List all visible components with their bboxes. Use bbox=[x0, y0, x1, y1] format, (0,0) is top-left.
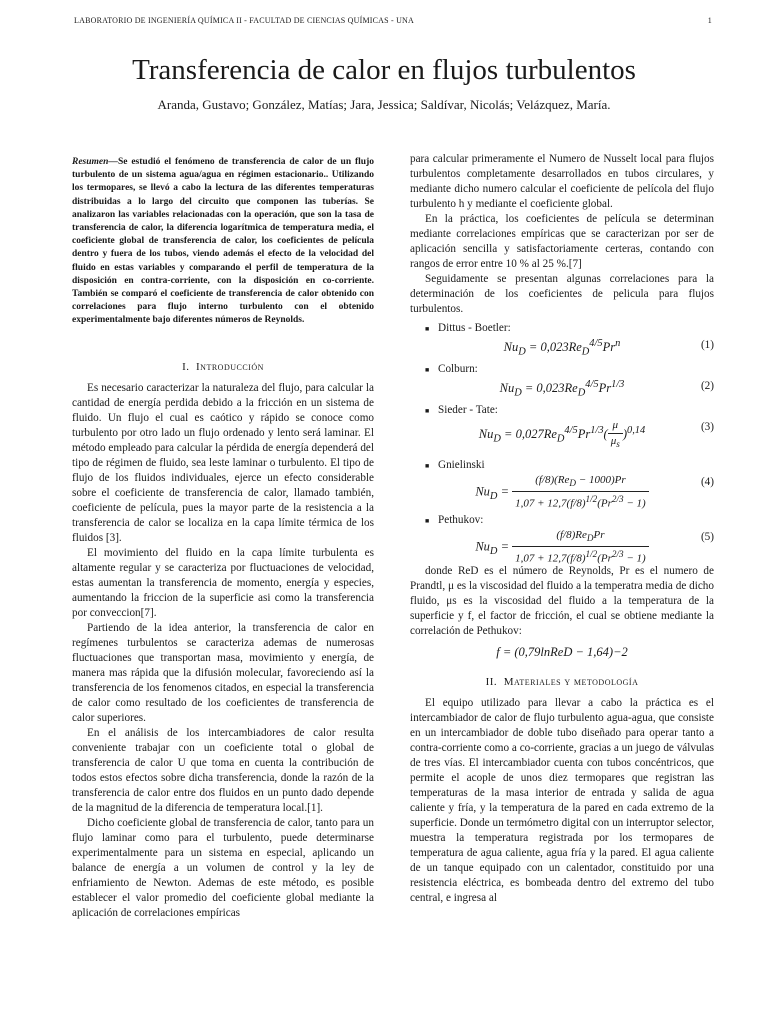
bullet-sieder-tate: ■ Sieder - Tate: bbox=[410, 403, 714, 418]
intro-paragraph-2: El movimiento del fluido en la capa límite turbulenta es altamente regular y se caracteriza por fluctuaciones de velocidad, estas aumentan la transferencia de momento, energía y especies, aumentando la friccion de la superficie asi como la transferencia por conveccion[7]. bbox=[72, 546, 374, 619]
intro-paragraph-4: En el análisis de los intercambiadores de calor resulta conveniente trabajar con un coeficiente total o global de transferencia de calor U que toma en cuenta la contribución de todos estos efectos sobre dicha transferencia, donde la razón de la transferencia de calor entre dos fluidos en un punto dado depende de la magnitud de la diferencia de temperatura local.[1]. bbox=[72, 726, 374, 814]
intro-paragraph-3: Partiendo de la idea anterior, la transferencia de calor en regímenes turbulentos se caracteriza ademas de numerosas fluctuaciones que transportan masa, movimiento y energía, de manera mas rápida que la difusión molecular, favoreciendo así la transferencia de los fenomenos citados, en especial la transferencia de calor como resultado de los coeficientes de transferencia de calor superiores. bbox=[72, 621, 374, 724]
running-head-text: LABORATORIO DE INGENIERÍA QUÍMICA II - FACULTAD DE CIENCIAS QUÍMICAS - UNA bbox=[74, 16, 415, 25]
abstract bbox=[72, 156, 374, 328]
right-column bbox=[410, 152, 714, 906]
section-heading-introduccion: I. Introducción bbox=[182, 360, 264, 373]
running-head bbox=[74, 16, 712, 25]
abstract-label: Resumen— bbox=[72, 157, 118, 167]
equation-number-2: (2) bbox=[700, 380, 714, 392]
equation-number-4: (4) bbox=[700, 476, 714, 488]
left-column bbox=[72, 152, 374, 921]
author-list: Aranda, Gustavo; González, Matías; Jara, Jessica; Saldívar, Nicolás; Velázquez, María. bbox=[157, 97, 611, 112]
equation-5: $Nu_D$ = $\frac{(f/8)Re_DPr}{1,07 + 12,7(f/8)^{1/2}(Pr^{2/3} - 1)}$ (5) bbox=[475, 529, 714, 565]
bullet-dittus-boetler: ■ Dittus - Boetler: bbox=[410, 321, 714, 336]
equation-number-5: (5) bbox=[700, 531, 714, 543]
equation-friction-factor: f = (0,79lnReD − 1,64)−2 bbox=[496, 645, 628, 659]
paragraph-continuation: para calcular primeramente el Numero de Nusselt local para flujos turbulentos completamente desarrollados en tubos circulares, y mediante dicho numero calcular el coeficiente de pelícola del flujo turbulento h y mediante el coeficiente global. bbox=[410, 153, 714, 210]
equation-1: $Nu_D = 0,023Re_D^{4/5}Pr^n$ (1) bbox=[503, 338, 714, 358]
page-number: 1 bbox=[707, 16, 712, 25]
equation-number-1: (1) bbox=[700, 339, 714, 351]
paper-title: Transferencia de calor en flujos turbulentos bbox=[132, 54, 636, 86]
paragraph-donde: donde ReD es el número de Reynolds, Pr es el numero de Prandtl, μ es la viscosidad del fluido a la temperatra media de dicho fluido, μs es la viscosidad del fluido a la temperatura de la superficie y f, el factor de fricción, el cual se obtiene mediante la correlación de Pethukov: bbox=[410, 565, 714, 637]
paragraph-equipo: El equipo utilizado para llevar a cabo la práctica es el intercambiador de calor de flujo turbulento agua-agua, que consiste en un intercambiador de doble tubo diseñado para operar tanto a contra-corriente como a co-corriente, gracias a un juego de válvulas de tres vías. El intercambiador cuenta con tubos concéntricos, que permite el acople de unos diez termopares que registran las temperaturas de la masa interior de entrada y salida de agua caliente y fría, y la temperatura de la pared en cada extremo de la superficie. Donde un termómetro digital con un interruptor selector, muestra la temperatura registrada por los termopares de temperatura de agua caliente, agua fría y la pared. El agua caliente de un tanque equipado con un calentador, constituido por una resistencia eléctrica, es bombeada dentro del extremo del tubo central, e ingresa al bbox=[410, 697, 714, 904]
bullet-gnielinski: ■ Gnielinski bbox=[410, 458, 714, 473]
equation-number-3: (3) bbox=[700, 421, 714, 433]
intro-paragraph-1: Es necesario caracterizar la naturaleza del flujo, para calcular la cantidad de energía perdida debido a la fricción en un sistema de fluido. Un flujo el cual es caótico y rápido se conoce como turbulento por otro lado un flujo ordenado y lento será laminar. El método empleado para calcular la pérdida de energía dependerá del tipo de régimen de fluido, sea leste laminar o turbulento. El tipo de flujo de los fluidos individuales, ejerce un efecto considerable sobre el coeficiente de transferencia de calor, llamado también, coeficiente de película, pues la mayor parte de la resistencia a la transferencia de calor se localiza en la capa límite térmica de los fluidos [3]. bbox=[72, 381, 374, 544]
equation-2: $Nu_D = 0,023Re_D^{4/5}Pr^{1/3}$ (2) bbox=[499, 379, 714, 399]
bullet-colburn: ■ Colburn: bbox=[410, 362, 714, 377]
paragraph-correlaciones: Seguidamente se presentan algunas correlaciones para la determinación de los coeficientes de pelicula para flujos turbulentos. bbox=[410, 273, 714, 315]
paragraph-practica: En la práctica, los coeficientes de película se determinan mediante correlaciones empíricas que se caracterizan por ser de aplicación sencilla y satisfactoriamente certeras, contando con rangos de error entre 10 % al 25 %.[7] bbox=[410, 213, 714, 270]
intro-paragraph-5: Dicho coeficiente global de transferencia de calor, tanto para un flujo laminar como para el turbulento, puede determinarse experimentalmente para un sistema en especial, aplicando un balance de energía a un volumen de control y la ley de enfriamiento de Newton. Ademas de este método, es posible establecer el valor promedio del coeficiente global mediante la aplicación de correlaciones empíricas bbox=[72, 816, 374, 919]
equation-3: $Nu_D = 0,027Re_D^{4/5}Pr^{1/3}$( $\frac{\mu}{\mu_s}$ )$^{0,14}$ (3) bbox=[478, 419, 714, 450]
bullet-pethukov: ■ Pethukov: bbox=[410, 513, 714, 528]
abstract-text: Se estudió el fenómeno de transferencia de calor de un flujo turbulento de un sistema agua/agua en régimen estacionario.. Utilizando los termopares, se llevó a cabo la lectura de las diferentes temperaturas distribuidas a lo largo del circuito que componen las tuberías. Se analizaron las variables relacionadas con la operación, que son la tasa de transferencia de calor, la diferencia logarítmica de temperatura media, el coeficiente global de transferencia de calor, los coeficientes de película dentro y fuera de los tubos, viendo además el efecto de la velocidad del fluido en estas variables y comparando el perfil de temperatura de la disposición en contra-corriente, con la disposición en co-corriente. También se comparó el coeficiente de transferencia de calor obtenido con correlaciones para flujo interno turbulento con el obtenido experimentalmente bajo diferentes números de Reynolds. bbox=[72, 157, 374, 326]
section-heading-materiales: II. Materiales y metodología bbox=[485, 676, 639, 688]
equation-4: $Nu_D$ = $\frac{(f/8)(Re_D - 1000)Pr}{1,07 + 12,7(f/8)^{1/2}(Pr^{2/3} - 1)}$ (4) bbox=[475, 474, 714, 510]
